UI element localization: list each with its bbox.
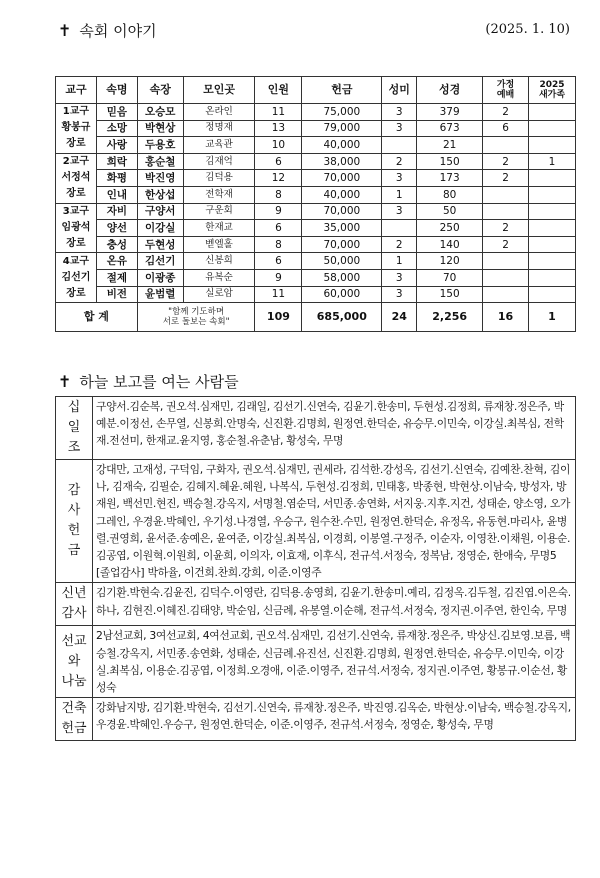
offering-row <box>56 460 576 583</box>
district-line1: 1교구 <box>62 106 90 118</box>
district-line2: 임광석 <box>61 221 91 233</box>
cell-offering: 50,000 <box>302 253 382 270</box>
district-line3: 장로 <box>66 188 86 200</box>
cell-family-worship: 2 <box>483 153 529 170</box>
offering-row <box>56 698 576 741</box>
district-line2: 황봉규 <box>61 122 91 134</box>
cell-leader: 윤범렬 <box>137 286 183 303</box>
cell-bible: 140 <box>417 236 483 253</box>
cell-offering: 40,000 <box>302 137 382 154</box>
cell-bible: 150 <box>417 286 483 303</box>
cross-icon: ✝ <box>58 372 72 391</box>
meeting-table <box>55 76 576 332</box>
cell-bible: 70 <box>417 269 483 286</box>
cell-place: 한재교 <box>183 220 255 237</box>
table-row <box>56 220 576 237</box>
cell-group-name: 충성 <box>96 236 137 253</box>
table-row <box>56 269 576 286</box>
cell-new-family: 1 <box>528 153 575 170</box>
total-people: 109 <box>255 303 302 332</box>
cell-leader: 두용호 <box>137 137 183 154</box>
total-offering: 685,000 <box>302 303 382 332</box>
total-bible: 2,256 <box>417 303 483 332</box>
cell-new-family <box>528 120 575 137</box>
table-row <box>56 104 576 121</box>
col-family-worship: 가정 예배 <box>483 77 529 104</box>
cell-bible: 379 <box>417 104 483 121</box>
cell-people: 11 <box>255 286 302 303</box>
table-row <box>56 153 576 170</box>
district-line1: 3교구 <box>62 205 90 217</box>
cell-offering: 60,000 <box>302 286 382 303</box>
cell-people: 6 <box>255 153 302 170</box>
cell-people: 9 <box>255 203 302 220</box>
cell-bible: 250 <box>417 220 483 237</box>
cell-people: 10 <box>255 137 302 154</box>
cell-family-worship <box>483 269 529 286</box>
offering-category: 십 일 조 <box>56 397 93 460</box>
section-header-meeting <box>58 20 157 41</box>
offering-category: 선교 와 나눔 <box>56 626 93 698</box>
offering-category: 신년 감사 <box>56 583 93 626</box>
cell-leader: 두현성 <box>137 236 183 253</box>
col-district: 교구 <box>56 77 97 104</box>
col-place: 모인곳 <box>183 77 255 104</box>
cell-family-worship: 2 <box>483 170 529 187</box>
report-date: (2025. 1. 10) <box>485 22 570 37</box>
cell-people: 9 <box>255 269 302 286</box>
cell-new-family <box>528 269 575 286</box>
header-row <box>56 77 576 104</box>
cell-people: 11 <box>255 104 302 121</box>
cell-place: 온라인 <box>183 104 255 121</box>
cell-leader: 오승모 <box>137 104 183 121</box>
col-new-family: 2025 새가족 <box>528 77 575 104</box>
cell-place: 전학재 <box>183 186 255 203</box>
cell-leader: 구양서 <box>137 203 183 220</box>
cell-rice: 2 <box>382 236 417 253</box>
district-cell <box>56 104 97 154</box>
cell-place: 실로암 <box>183 286 255 303</box>
cell-family-worship <box>483 253 529 270</box>
cell-family-worship <box>483 203 529 220</box>
cell-leader: 박진영 <box>137 170 183 187</box>
cell-people: 8 <box>255 236 302 253</box>
cell-rice: 3 <box>382 170 417 187</box>
cell-family-worship: 6 <box>483 120 529 137</box>
cell-rice: 3 <box>382 104 417 121</box>
cell-family-worship <box>483 186 529 203</box>
cell-group-name: 화평 <box>96 170 137 187</box>
cell-family-worship <box>483 137 529 154</box>
cell-new-family <box>528 286 575 303</box>
total-new-family: 1 <box>528 303 575 332</box>
cell-people: 6 <box>255 220 302 237</box>
cell-place: 벧엘홀 <box>183 236 255 253</box>
cell-bible: 80 <box>417 186 483 203</box>
cell-group-name: 인내 <box>96 186 137 203</box>
cell-family-worship: 2 <box>483 220 529 237</box>
cell-group-name: 온유 <box>96 253 137 270</box>
cell-place: 구운회 <box>183 203 255 220</box>
district-cell <box>56 153 97 203</box>
offering-names: 김기환.박현숙.김윤진, 김덕수.이영란, 김덕용.송영희, 김윤기.한송미.예리, 김정옥.김두철, 김진엽.이은숙.하나, 김현진.이혜진.김태양, 박순임, 신금례, 유봉열.이순해, 전규석.서정숙, 정지권.이주연, 한인숙, 무명 <box>93 583 576 626</box>
cell-rice <box>382 220 417 237</box>
section-title: 하늘 보고를 여는 사람들 <box>79 373 239 391</box>
cell-offering: 70,000 <box>302 203 382 220</box>
cell-leader: 김선기 <box>137 253 183 270</box>
cell-bible: 120 <box>417 253 483 270</box>
cell-rice <box>382 137 417 154</box>
district-line2: 김선기 <box>61 271 91 283</box>
cell-new-family <box>528 236 575 253</box>
cell-people: 6 <box>255 253 302 270</box>
cell-leader: 이강실 <box>137 220 183 237</box>
cell-offering: 38,000 <box>302 153 382 170</box>
cell-leader: 홍순철 <box>137 153 183 170</box>
offering-category: 건축 헌금 <box>56 698 93 741</box>
table-row <box>56 286 576 303</box>
table-row <box>56 186 576 203</box>
cell-new-family <box>528 203 575 220</box>
cell-new-family <box>528 220 575 237</box>
cell-bible: 173 <box>417 170 483 187</box>
section-header-offerings <box>58 371 239 392</box>
cell-leader: 이광종 <box>137 269 183 286</box>
district-line1: 2교구 <box>62 156 90 168</box>
cell-place: 유복순 <box>183 269 255 286</box>
cell-rice: 1 <box>382 253 417 270</box>
district-cell <box>56 203 97 253</box>
cell-offering: 70,000 <box>302 170 382 187</box>
total-family-worship: 16 <box>483 303 529 332</box>
cell-group-name: 양선 <box>96 220 137 237</box>
col-name: 속명 <box>96 77 137 104</box>
cell-people: 12 <box>255 170 302 187</box>
cell-place: 교육관 <box>183 137 255 154</box>
col-leader: 속장 <box>137 77 183 104</box>
district-line3: 장로 <box>66 287 86 299</box>
cell-offering: 79,000 <box>302 120 382 137</box>
district-cell <box>56 253 97 303</box>
cell-bible: 50 <box>417 203 483 220</box>
cell-offering: 58,000 <box>302 269 382 286</box>
section-title: 속회 이야기 <box>79 22 157 40</box>
total-slogan: "함께 기도하며 서로 돌보는 속회" <box>137 303 255 332</box>
total-row <box>56 303 576 332</box>
table-row <box>56 203 576 220</box>
cell-new-family <box>528 253 575 270</box>
col-bible: 성경 <box>417 77 483 104</box>
cell-leader: 박현상 <box>137 120 183 137</box>
cell-people: 13 <box>255 120 302 137</box>
cell-place: 김덕용 <box>183 170 255 187</box>
district-line2: 서정석 <box>61 172 91 184</box>
table-row <box>56 120 576 137</box>
cell-leader: 한상섭 <box>137 186 183 203</box>
cell-family-worship: 2 <box>483 104 529 121</box>
cell-offering: 70,000 <box>302 236 382 253</box>
cell-offering: 40,000 <box>302 186 382 203</box>
col-people: 인원 <box>255 77 302 104</box>
cell-new-family <box>528 186 575 203</box>
cell-group-name: 희락 <box>96 153 137 170</box>
offering-row <box>56 397 576 460</box>
cell-place: 신봉희 <box>183 253 255 270</box>
col-rice: 성미 <box>382 77 417 104</box>
offering-row <box>56 626 576 698</box>
table-row <box>56 170 576 187</box>
district-line3: 장로 <box>66 138 86 150</box>
cell-group-name: 자비 <box>96 203 137 220</box>
cell-rice: 3 <box>382 269 417 286</box>
cell-bible: 673 <box>417 120 483 137</box>
cell-people: 8 <box>255 186 302 203</box>
offering-row <box>56 583 576 626</box>
cell-group-name: 절제 <box>96 269 137 286</box>
cell-bible: 150 <box>417 153 483 170</box>
district-line1: 4교구 <box>62 255 90 267</box>
cell-place: 정명재 <box>183 120 255 137</box>
cell-family-worship <box>483 286 529 303</box>
table-row <box>56 253 576 270</box>
cell-group-name: 소망 <box>96 120 137 137</box>
cell-offering: 75,000 <box>302 104 382 121</box>
cell-group-name: 비전 <box>96 286 137 303</box>
cell-bible: 21 <box>417 137 483 154</box>
table-row <box>56 137 576 154</box>
offerings-table <box>55 396 576 741</box>
cell-rice: 3 <box>382 203 417 220</box>
total-rice: 24 <box>382 303 417 332</box>
col-offering: 헌금 <box>302 77 382 104</box>
offering-names: 강대만, 고재성, 구덕임, 구화자, 권오석.심재민, 권세라, 김석한.강성옥, 김선기.신연숙, 김예찬.찬혁, 김이나, 김재숙, 김필순, 김혜지.혜윤.혜원, 나복식, 두현성.김정희, 민태홍, 박종현, 박현상.이남숙, 방성자, 방재원, 백선민.현진, 백승철.강옥지, 서명철.염순덕, 서민종.송연화, 서지웅.지후.지건, 성태순, 양소영, 오가그레인, 우경윤.박혜인, 우기성.나경열, 우승구, 원수찬.수민, 원정연.한덕순, 유정옥, 유동현.마리사, 윤병렬.권영희, 윤서준.송예은, 윤여준, 이강실.최복심, 이경희, 이봉열.구정주, 이순자, 이영찬.이채원, 이용순.김공엽, 이원혁.이원희, 이윤희, 이의자, 이효재, 이후식, 전규석.서정숙, 정복남, 정영순, 한애숙, 무명5 [졸업감사] 박하율, 이건희.찬희.강희, 이준.이영주 <box>93 460 576 583</box>
offering-names: 2남선교회, 3여선교회, 4여선교회, 권오석.심재민, 김선기.신연숙, 류재창.정은주, 박상신.김보영.보름, 백승철.강옥지, 서민종.송연화, 성태순, 신금례.유진선, 신진환.김명희, 원정연.한덕순, 유승무.이민숙, 이강실.최복심, 이용순.김공엽, 이정희.오경애, 이준.이영주, 전규석.서정숙, 정지권.이주연, 황봉규.이순선, 황성숙 <box>93 626 576 698</box>
cell-offering: 35,000 <box>302 220 382 237</box>
cell-rice: 1 <box>382 186 417 203</box>
cell-rice: 2 <box>382 153 417 170</box>
cross-icon: ✝ <box>58 21 72 40</box>
cell-new-family <box>528 170 575 187</box>
cell-group-name: 믿음 <box>96 104 137 121</box>
total-label: 합 계 <box>56 303 138 332</box>
offering-names: 강화남지방, 김기환.박현숙, 김선기.신연숙, 류재창.정은주, 박진영.김옥순, 박현상.이남숙, 백승철.강옥지, 우경윤.박혜인.우승구, 원정연.한덕순, 이준.이영주, 전규석.서정숙, 정영순, 황성숙, 무명 <box>93 698 576 741</box>
cell-rice: 3 <box>382 286 417 303</box>
cell-rice: 3 <box>382 120 417 137</box>
cell-new-family <box>528 137 575 154</box>
offering-category: 감 사 헌 금 <box>56 460 93 583</box>
cell-group-name: 사랑 <box>96 137 137 154</box>
cell-place: 김재억 <box>183 153 255 170</box>
district-line3: 장로 <box>66 237 86 249</box>
cell-new-family <box>528 104 575 121</box>
offering-names: 구양서.김순복, 권오석.심재민, 김래일, 김선기.신연숙, 김윤기.한송미, 두현성.김정희, 류재창.정은주, 박예분.이정선, 손무열, 신봉희.안명숙, 신진환.김명희, 원정연.한덕순, 유승무.이민숙, 이강실.최복심, 전학재.전선미, 한재교.윤지영, 홍순철.유춘남, 황성숙, 무명 <box>93 397 576 460</box>
cell-family-worship: 2 <box>483 236 529 253</box>
table-row <box>56 236 576 253</box>
